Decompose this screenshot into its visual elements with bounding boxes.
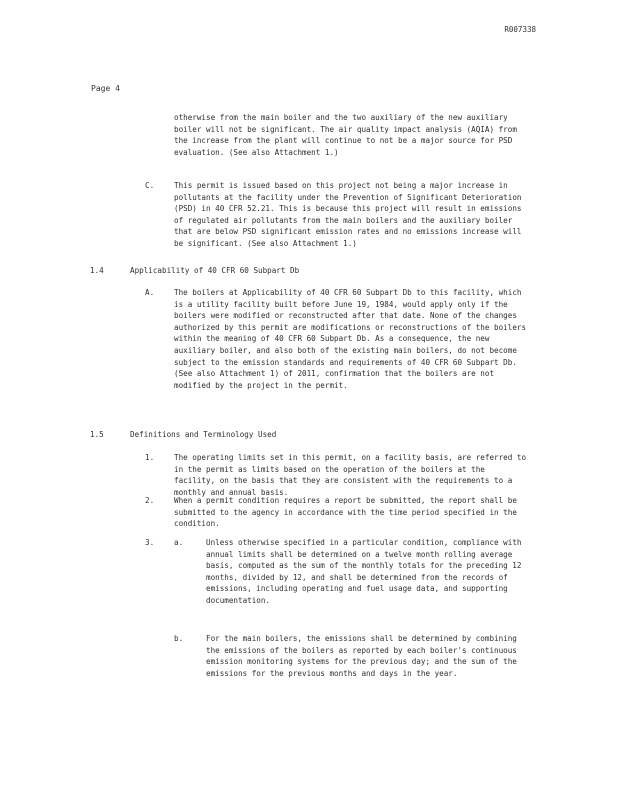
document-id: R007338 bbox=[504, 25, 536, 34]
paragraph-continuation: otherwise from the main boiler and the two auxiliary of the new auxiliary boiler will not be significant. The air quality impact analysis (AQIA) from the increase from the plant will continue to not be a major source for PSD evaluation. (See also Attachment 1.) bbox=[174, 113, 517, 157]
sub-marker-3a: a. bbox=[174, 538, 184, 547]
section-number-1-5: 1.5 bbox=[90, 430, 104, 439]
paragraph-3b: For the main boilers, the emissions shall be determined by combining the emissions of the boilers as reported by each boiler's continuous emission monitoring systems for the previous day; and the sum of the emissions for the previous months and days in the year. bbox=[206, 634, 517, 678]
paragraph-2: When a permit condition requires a report be submitted, the report shall be submitted to the agency in accordance with the time period specified in the condition. bbox=[174, 496, 517, 529]
section-heading-1-5: Definitions and Terminology Used bbox=[130, 430, 277, 439]
item-marker-a: A. bbox=[145, 288, 155, 297]
paragraph-3a: Unless otherwise specified in a particular condition, compliance with annual limits shall be determined on a twelve month rolling average basis, computed as the sum of the monthly totals for the preceding 12 months, divided by 12, and shall be determined from the records of emissions, including operating and fuel usage data, and supporting documentation. bbox=[206, 538, 522, 605]
paragraph-1: The operating limits set in this permit, on a facility basis, are referred to in the permit as limits based on the operation of the boilers at the facility, on the basis that they are consistent with the requirements to a monthly and annual basis. bbox=[174, 453, 527, 497]
item-marker-3: 3. bbox=[145, 538, 155, 547]
item-marker-c: C. bbox=[145, 181, 155, 190]
item-marker-1: 1. bbox=[145, 453, 155, 462]
section-number-1-4: 1.4 bbox=[90, 266, 104, 275]
section-heading-1-4: Applicability of 40 CFR 60 Subpart Db bbox=[130, 266, 300, 275]
sub-marker-3b: b. bbox=[174, 634, 184, 643]
paragraph-a: The boilers at Applicability of 40 CFR 60 Subpart Db to this facility, which is a utility facility built before June 19, 1984, would apply only if the boilers were modified or reconstructed after that date. None of the changes authorized by this permit are modifications or reconstructions of the boilers within the meaning of 40 CFR 60 Subpart Db. As a consequence, the new auxiliary boiler, and also both of the existing main boilers, do not become subject to the emission standards and requirements of 40 CFR 60 Subpart Db. (See also Attachment 1) of 2011, confirmation that the boilers are not modified by the project in the permit. bbox=[174, 288, 527, 390]
page-label: Page 4 bbox=[91, 84, 120, 93]
item-marker-2: 2. bbox=[145, 496, 155, 505]
paragraph-c: This permit is issued based on this project not being a major increase in pollutants at the facility under the Prevention of Significant Deterioration (PSD) in 40 CFR 52.21. This is because this project will result in emissions of regulated air pollutants from the main boilers and the auxiliary boiler that are below PSD significant emission rates and no emissions increase will be significant. (See also Attachment 1.) bbox=[174, 181, 522, 248]
